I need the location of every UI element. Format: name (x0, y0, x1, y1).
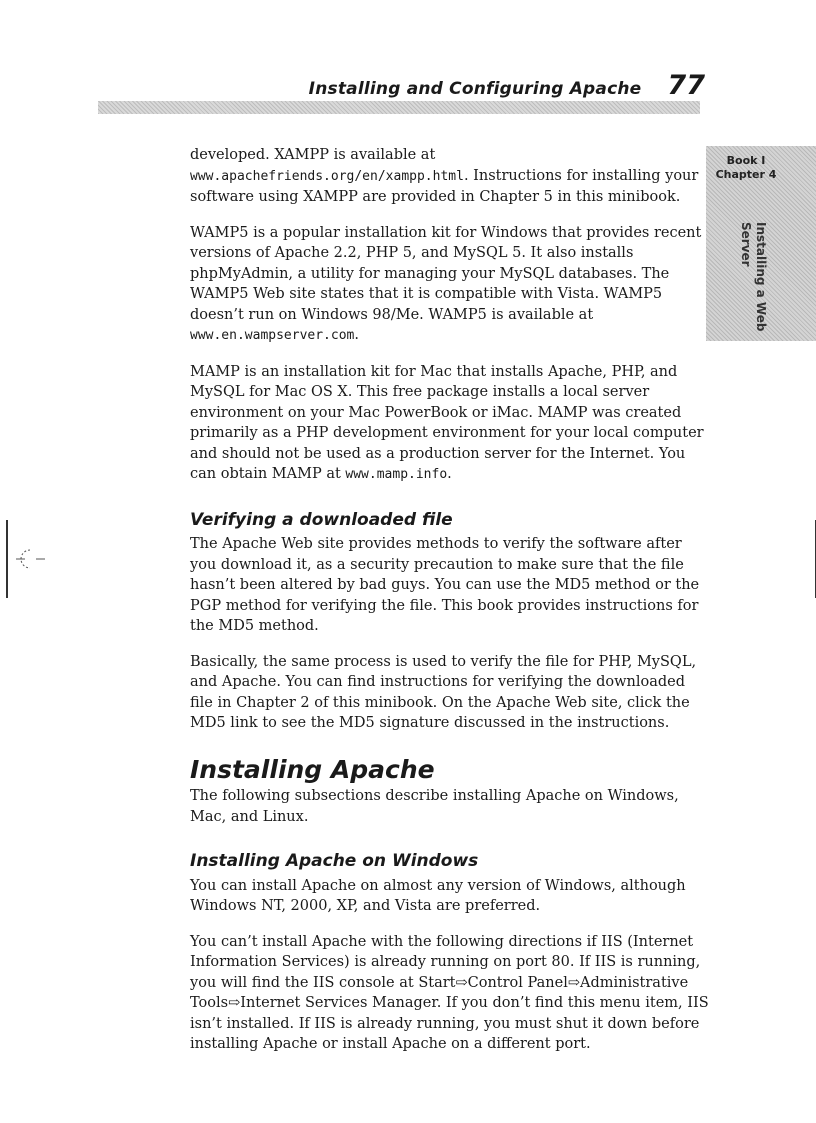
url-xampp: www.apachefriends.org/en/xampp.html (190, 168, 464, 184)
tab-book-chapter (706, 154, 786, 182)
registration-mark-icon (16, 548, 46, 572)
page-number: 77 (667, 70, 705, 101)
tab-chapter-title: Installing a Web Server (739, 222, 768, 332)
running-head (0, 70, 705, 101)
header-rule (98, 101, 700, 114)
url-wampserver: www.en.wampserver.com (190, 328, 355, 343)
chapter-thumb-tab (706, 146, 816, 341)
url-mamp: www.mamp.info (345, 467, 448, 482)
paragraph-subsections: The following subsections describe installing Apache on Windows, Mac, and Linux. (190, 788, 679, 825)
heading-installing-apache: Installing Apache (190, 754, 435, 784)
tab-chapter-label: Chapter 4 (715, 168, 777, 181)
tab-book-label: Book I (726, 154, 766, 167)
paragraph-wamp5: WAMP5 is a popular installation kit for Windows that provides recent versions of Apache 2.2, PHP 5, and MySQL 5. It also installs phpMyAdmin, a utility for managing your MySQL databases. The WAMP5 Web site states that it is compatible with Vista. WAMP5 doesn’t run on Windows 98/Me. WAMP5 is available at www.en.wampserver.com. (190, 224, 702, 343)
heading-installing-on-windows: Installing Apache on Windows (190, 851, 479, 871)
paragraph-iis-warning: You can’t install Apache with the following directions if IIS (Internet Information Services) is already running on port 80. If IIS is running, you will find the IIS console at Start⇨Control Panel⇨Administrative Tools⇨Internet Services Manager. If you don’t find this menu item, IIS isn’t installed. If IIS is already running, you must shut it down before installing Apache or install Apache on a different port. (190, 933, 709, 1052)
paragraph-verify-methods: The Apache Web site provides methods to verify the software after you download it, as a security precaution to make sure that the file hasn’t been altered by bad guys. You can use the MD5 method or the PGP method for verifying the file. This book provides instructions for the MD5 method. (190, 536, 700, 634)
heading-verifying-download: Verifying a downloaded file (190, 509, 453, 530)
paragraph-verify-process: Basically, the same process is used to verify the file for PHP, MySQL, and Apache. You can find instructions for verifying the downloaded file in Chapter 2 of this minibook. On the Apache Web site, click the MD5 link to see the MD5 signature discussed in the instructions. (190, 653, 697, 731)
paragraph-mamp: MAMP is an installation kit for Mac that installs Apache, PHP, and MySQL for Mac OS X. This free package installs a local server environment on your Mac PowerBook or iMac. MAMP was created primarily as a PHP development environment for your local computer and should not be used as a production server for the Internet. You can obtain MAMP at www.mamp.info. (190, 363, 704, 482)
paragraph-windows-versions: You can install Apache on almost any version of Windows, although Windows NT, 2000, XP, and Vista are preferred. (190, 877, 686, 914)
crop-line-left (6, 520, 8, 598)
page-body (190, 145, 710, 1070)
paragraph-xampp: developed. XAMPP is available at www.apachefriends.org/en/xampp.html. Instructions for installing your software using XAMPP are provided in Chapter 5 in this minibook. (190, 147, 699, 205)
running-title: Installing and Configuring Apache (308, 79, 642, 99)
